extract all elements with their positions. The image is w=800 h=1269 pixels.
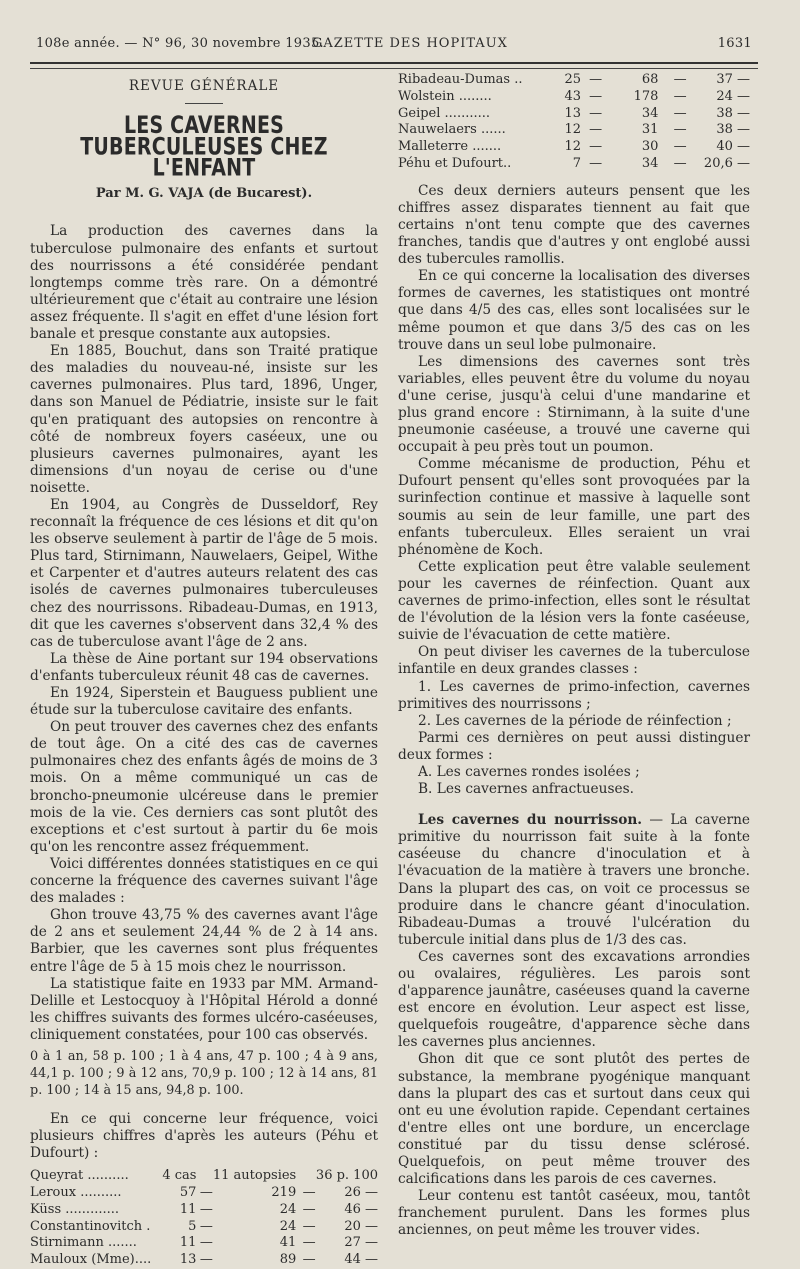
dash-cell: — xyxy=(302,1218,316,1234)
paragraph: En 1924, Siperstein et Bauguess publient une étude sur la tuberculose cavitaire des enfants. xyxy=(30,685,378,719)
paragraph: On peut diviser les cavernes de la tuberculose infantile en deux grandes classes : xyxy=(398,644,750,678)
paragraph: En 1885, Bouchut, dans son Traité pratique des maladies du nouveau-né, insiste sur les cavernes pulmonaires. Plus tard, 1896, Unger, dans son Manuel de Pédiatrie, insiste sur le fait qu'en pratiquant des autopsies on rencontre à côté de nombreux foyers caséeux, une ou plusieurs cavernes pulmonaires, ayant les dimensions d'un noyau de cerise ou d'une noisette. xyxy=(30,343,378,496)
paragraph: En ce qui concerne la localisation des diverses formes de cavernes, les statistiques ont montré que dans 4/5 des cas, elles sont localisées sur le même poumon et que dans 3/5 des cas on les trouve dans un seul lobe pulmonaire. xyxy=(398,268,750,353)
author-name-cell: Wolstein ........ xyxy=(398,88,492,104)
autopsies-cell: 34 xyxy=(641,105,659,121)
author-name-cell: Leroux .......... xyxy=(30,1185,122,1201)
autopsies-cell: 11 autopsies xyxy=(212,1168,297,1184)
table-row xyxy=(30,1235,378,1252)
table-row xyxy=(30,1168,378,1185)
percent-cell: 20 — xyxy=(344,1218,378,1234)
percent-cell: 46 — xyxy=(344,1201,378,1217)
dash-cell: — xyxy=(589,122,603,138)
dash-cell: — xyxy=(302,1185,316,1201)
frequency-table-right xyxy=(398,72,750,173)
age-statistics: 0 à 1 an, 58 p. 100 ; 1 à 4 ans, 47 p. 100 ; 4 à 9 ans, 44,1 p. 100 ; 9 à 12 ans, 70,9 p. 100 ; 12 à 14 ans, 81 p. 100 ; 14 à 15 ans, 94,8 p. 100. xyxy=(30,1048,378,1098)
paragraph: Cette explication peut être valable seulement pour les cavernes de réinfection. Quant aux cavernes de primo-infection, elles sont le résultat de l'évolution de la lésion vers la fonte caséeuse, suivie de l'évacuation de cette matière. xyxy=(398,558,750,644)
article-title: LES CAVERNES TUBERCULEUSES CHEZ L'ENFANT xyxy=(80,111,328,183)
dash-cell: — xyxy=(673,155,687,171)
issue-info: 108e année. — N° 96, 30 novembre 1935. xyxy=(36,36,324,51)
paragraph: La statistique faite en 1933 par MM. Armand-Delille et Lestocquoy à l'Hôpital Hérold a donné les chiffres suivants des formes ulcéro-caséeuses, cliniquement constatées, pour 100 cas observés. xyxy=(30,975,378,1043)
cases-cell: 12 xyxy=(564,122,582,138)
dash-cell: — xyxy=(673,88,687,104)
dash-cell: — xyxy=(302,1201,316,1217)
paragraph: Ghon trouve 43,75 % des cavernes avant l'âge de 2 ans et seulement 24,44 % de 2 à 14 ans. Barbier, que les cavernes sont plus fréquentes entre l'âge de 5 à 15 mois chez le nourrisson. xyxy=(30,907,378,975)
left-column xyxy=(30,70,378,1269)
dash-cell: — xyxy=(199,1201,213,1217)
dash-cell: — xyxy=(589,139,603,155)
dash-cell: — xyxy=(589,155,603,171)
dash-cell: — xyxy=(589,72,603,87)
page-number: 1631 xyxy=(717,36,752,51)
autopsies-cell: 24 xyxy=(279,1201,297,1217)
cases-cell: 4 cas xyxy=(162,1168,197,1184)
cases-cell: 13 xyxy=(179,1252,197,1268)
percent-cell: 24 — xyxy=(716,88,750,104)
cases-cell: 7 xyxy=(572,155,582,171)
dash-cell: — xyxy=(589,88,603,104)
table-row xyxy=(398,72,750,89)
percent-cell: 20,6 — xyxy=(703,155,750,171)
list-item: 1. Les cavernes de primo-infection, cavernes primitives des nourrissons ; xyxy=(398,678,750,712)
autopsies-cell: 31 xyxy=(641,122,659,138)
author-name-cell: Stirnimann ....... xyxy=(30,1235,137,1251)
percent-cell: 40 — xyxy=(716,139,750,155)
paragraph: Les dimensions des cavernes sont très variables, elles peuvent être du volume du noyau d'une cerise, jusqu'à celui d'une mandarine et plus grand encore : Stirnimann, à la suite d'une pneumonie caséeuse, a trouvé une caverne qui occupait à peu près tout un poumon. xyxy=(398,353,750,456)
autopsies-cell: 41 xyxy=(279,1235,297,1251)
dash-cell: — xyxy=(199,1218,213,1234)
paragraph: Voici différentes données statistiques en ce qui concerne la fréquence des cavernes suivant l'âge des malades : xyxy=(30,855,378,907)
subsection-paragraph xyxy=(398,812,750,949)
dash-cell: — xyxy=(199,1185,213,1201)
percent-cell: 38 — xyxy=(716,122,750,138)
header-rule-thick xyxy=(30,62,758,64)
cases-cell: 13 xyxy=(564,105,582,121)
table-row xyxy=(30,1202,378,1219)
paragraph: Ces deux derniers auteurs pensent que les chiffres assez disparates tiennent au fait que certains n'ont tenu compte que des cavernes franches, tandis que d'autres y ont englobé aussi des tubercules ramollis. xyxy=(398,182,750,268)
paragraph: Parmi ces dernières on peut aussi distinguer deux formes : xyxy=(398,729,750,763)
author-name-cell: Ribadeau-Dumas .. xyxy=(398,72,523,87)
author-name-cell: Geipel ........... xyxy=(398,105,490,121)
title-divider xyxy=(185,103,223,104)
right-column xyxy=(398,70,750,1240)
paragraph: Leur contenu est tantôt caséeux, mou, tantôt franchement purulent. Dans les formes plus anciennes, on peut même les trouver vides. xyxy=(398,1188,750,1239)
dash-cell: — xyxy=(589,105,603,121)
percent-cell: 37 — xyxy=(716,72,750,87)
table-row xyxy=(398,106,750,123)
paragraph: En 1904, au Congrès de Dusseldorf, Rey reconnaît la fréquence de ces lésions et dit qu'on les observe seulement à partir de l'âge de 5 mois. Plus tard, Stirnimann, Nauwelaers, Geipel, Withe et Carpenter et d'autres auteurs relatent des cas isolés de cavernes pulmonaires tuberculeuses chez des nourrissons. Ribadeau-Dumas, en 1913, dit que les cavernes s'observent dans 32,4 % des cas de tuberculose avant l'âge de 2 ans. xyxy=(30,496,378,650)
paragraph: Ces cavernes sont des excavations arrondies ou ovalaires, régulières. Les parois sont d'apparence jaunâtre, caséeuses quand la caverne est encore en évolution. Leur aspect est lisse, quelquefois rougeâtre, d'apparence sèche dans les cavernes plus anciennes. xyxy=(398,948,750,1051)
percent-cell: 27 — xyxy=(344,1235,378,1251)
table-row xyxy=(30,1185,378,1202)
dash-cell xyxy=(296,1168,315,1185)
paragraph: La thèse de Aine portant sur 194 observations d'enfants tuberculeux réunit 48 cas de cavernes. xyxy=(30,650,378,684)
section-label: REVUE GÉNÉRALE xyxy=(128,78,280,94)
cases-cell: 11 xyxy=(179,1201,197,1217)
dash-cell: — xyxy=(302,1252,316,1268)
table-row xyxy=(30,1252,378,1269)
dash-cell: — xyxy=(199,1252,213,1268)
dash-cell: — xyxy=(673,72,687,87)
table-row xyxy=(398,139,750,156)
author-name-cell: Nauwelaers ...... xyxy=(398,122,506,138)
header-rule-thin xyxy=(30,68,758,69)
list-item: B. Les cavernes anfractueuses. xyxy=(418,781,634,798)
table-intro: En ce qui concerne leur fréquence, voici plusieurs chiffres d'après les auteurs (Péhu et Dufourt) : xyxy=(30,1110,378,1162)
dash-cell: — xyxy=(673,122,687,138)
percent-cell: 26 — xyxy=(344,1185,378,1201)
paragraph: Comme mécanisme de production, Péhu et Dufourt pensent qu'elles sont provoquées par la surinfection continue et massive à laquelle sont soumis au sein de leur famille, une part des enfants tuberculeux. Elles seraient un vrai phénomène de Koch. xyxy=(398,456,750,558)
frequency-table-left xyxy=(30,1168,378,1269)
table-row xyxy=(398,156,750,173)
autopsies-cell: 219 xyxy=(271,1185,297,1201)
dash-cell: — xyxy=(302,1235,316,1251)
subsection-text: — La caverne primitive du nourrisson fait suite à la fonte caséeuse du chancre d'inoculation et à l'évacuation de la matière à travers une bronche. Dans la plupart des cas, on voit ce processus se produire dans le chancre géant d'inoculation. Ribadeau-Dumas a trouvé l'ulcération du tubercule initial dans plus de 1/3 des cas. xyxy=(398,812,750,948)
article-author xyxy=(30,185,378,202)
author-name-cell: Mauloux (Mme).... xyxy=(30,1252,152,1268)
dash-cell: — xyxy=(199,1235,213,1251)
paragraph: On peut trouver des cavernes chez des enfants de tout âge. On a cité des cas de cavernes pulmonaires chez des enfants âgés de moins de 3 mois. On a même communiqué un cas de broncho-pneumonie ulcéreuse dans le premier mois de la vie. Ces derniers cas sont plutôt des exceptions et c'est surtout à partir du 6e mois qu'on les rencontre assez fréquemment. xyxy=(30,719,378,855)
percent-cell: 44 — xyxy=(344,1252,378,1268)
autopsies-cell: 178 xyxy=(633,88,659,104)
author-name-cell: Küss ............. xyxy=(30,1201,119,1217)
cases-cell: 5 xyxy=(188,1218,197,1234)
journal-title: GAZETTE DES HOPITAUX xyxy=(312,36,508,51)
autopsies-cell: 68 xyxy=(641,72,659,87)
author-name-cell: Péhu et Dufourt.. xyxy=(398,155,512,171)
author-name-cell: Malleterre ....... xyxy=(398,139,502,155)
autopsies-cell: 30 xyxy=(641,139,659,155)
page-header xyxy=(36,36,752,56)
table-row xyxy=(30,1219,378,1236)
paragraph: Ghon dit que ce sont plutôt des pertes de substance, la membrane pyogénique manquant dans la plupart des cas et surtout dans ceux qui ont eu une évolution rapide. Cependant certaines d'entre elles ont une bordure, un encerclage constitué par du tissu dense sclérosé. Quelquefois, on peut même trouver des calcifications dans les parois de ces cavernes. xyxy=(398,1051,750,1188)
list-item: A. Les cavernes rondes isolées ; xyxy=(418,763,640,780)
percent-cell: 38 — xyxy=(716,105,750,121)
author-line: Par M. G. VAJA (de Bucarest). xyxy=(95,186,313,202)
cases-cell: 12 xyxy=(564,139,582,155)
cases-cell: 25 xyxy=(564,72,582,87)
author-name-cell: Queyrat .......... xyxy=(30,1168,129,1184)
paragraph: La production des cavernes dans la tuberculose pulmonaire des enfants et surtout des nourrissons a été considérée pendant longtemps comme très rare. On a démontré ultérieurement que c'était au contraire une lésion assez fréquente. Il s'agit en effet d'une lésion fort banale et presque constante aux autopsies. xyxy=(30,223,378,343)
dash-cell: — xyxy=(673,139,687,155)
subsection-heading: Les cavernes du nourrisson. xyxy=(418,812,643,829)
autopsies-cell: 34 xyxy=(641,155,659,171)
table-row xyxy=(398,122,750,139)
table-row xyxy=(398,89,750,106)
cases-cell: 57 xyxy=(179,1185,197,1201)
percent-cell: 36 p. 100 xyxy=(315,1168,378,1184)
autopsies-cell: 24 xyxy=(279,1218,297,1234)
dash-cell: — xyxy=(673,105,687,121)
dash-cell xyxy=(196,1168,212,1185)
cases-cell: 43 xyxy=(564,88,582,104)
list-item: 2. Les cavernes de la période de réinfection ; xyxy=(418,712,732,729)
autopsies-cell: 89 xyxy=(279,1252,297,1268)
author-name-cell: Constantinovitch . xyxy=(30,1218,151,1234)
cases-cell: 11 xyxy=(179,1235,197,1251)
